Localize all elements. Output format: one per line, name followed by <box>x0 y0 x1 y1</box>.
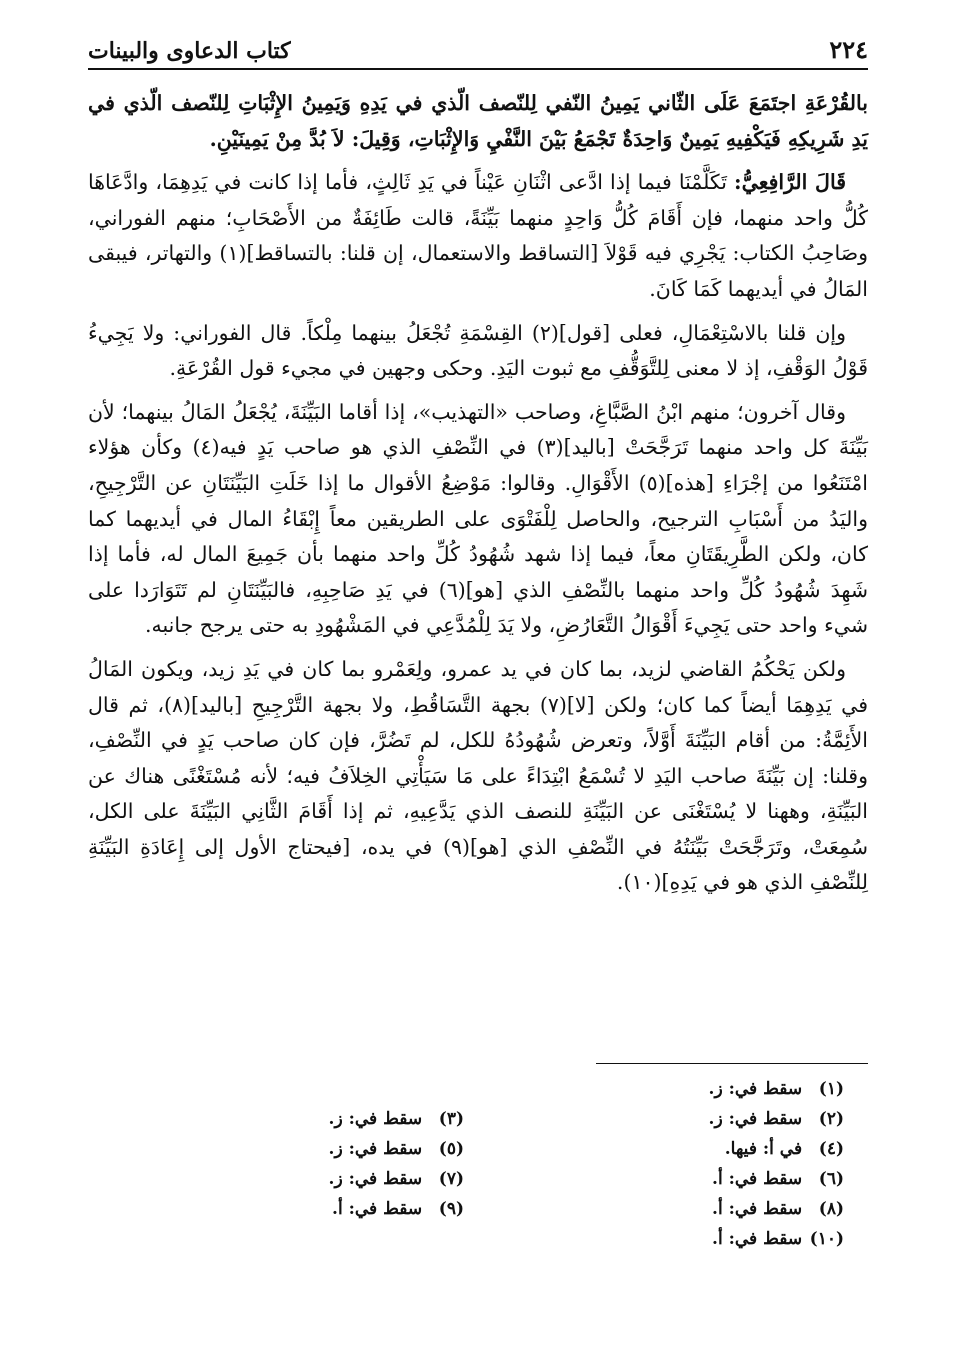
footnote-item <box>329 1104 464 1134</box>
footnote-item <box>709 1134 844 1164</box>
footnote-text: سقط في: أ. <box>712 1199 803 1219</box>
footnote-number: (١٠) <box>809 1229 844 1249</box>
speaker-name: قَالَ الرَّافِعِيُّ: <box>734 170 846 195</box>
main-text <box>88 86 868 909</box>
footnotes-left-column <box>329 1074 464 1224</box>
footnote-number: (٢) <box>818 1109 844 1129</box>
footnote-number: (١) <box>818 1079 844 1099</box>
paragraph-2-text: تَكَلَّمْنَا فيما إذا ادَّعى اثْنَانِ عَيْناً في يَدِ ثَالِثٍ، فأما إذا كانت في يَدِهِمَا، وادَّعَاهَا كُلُّ واحد منهما، فإن أَقَامَ كُلُّ وَاحِدٍ منهما بَيِّنَةً، قالت طَائِفَةٌ من الأَصْحَابِ؛ منهم الفوراني، وصَاحِبُ الكتاب: يَجْرِي فيه قَوْلاَ [التساقط والاستعمال، إن قلنا: بالتساقط](١) والتهاتر، فيبقى المَالُ في أيديهما كَمَا كَانَ. <box>88 170 869 301</box>
footnote-item <box>709 1164 844 1194</box>
footnote-item <box>709 1104 844 1134</box>
paragraph-5: ولكن يَحْكُمُ القاضي لزيد، بما كان في يد عمرو، ولِعَمْرو بما كان في يَدِ زيد، ويكون المَالُ في يَدِهِمَا أيضاً كما كان؛ ولكن [لا](٧) بجهة التَّسَاقُطِ، ولا بجهة التَّرْجِيحِ [باليد](٨)، ثم قال الأَئِمَّةُ: من أقام البَيِّنَةَ أَوَّلاً، وتعرض شُهُودُهُ للكل، لم تَضُرَّ، فإن كان صاحب يَدٍ في النِّصْفِ، وقلنا: إن بَيِّنَةَ صاحب اليَدِ لا تُسْمَعُ ابْتِدَاءً على مَا سَيَأْتِي الخِلاَفُ فيه؛ لأنه مُسْتَغْنًى هناك عن البَيِّنَةِ، وههنا لا يُسْتَغْنَى عن البَيِّنَةِ للنصف الذي يَدَّعِيهِ، ثم إذا أَقَامَ الثَّانِي البَيِّنَةَ على الكل، سُمِعَتْ، وتَرَجَّحَتْ بَيِّنَتُهُ في النِّصْفِ الذي [هو](٩) في يده، [فيحتاج الأول إلى إِعَادَةِ البَيِّنَةِ لِلنِّصْفِ الذي هو في يَدِهِ](١٠). <box>88 656 869 895</box>
footnote-item <box>329 1134 464 1164</box>
footnote-text: سقط في: ز. <box>708 1079 803 1099</box>
footnote-text: سقط في: أ. <box>332 1199 423 1219</box>
footnote-number: (٧) <box>438 1169 464 1189</box>
page-number: ٢٢٤ <box>829 35 868 64</box>
footnote-text: سقط في: أ. <box>712 1229 803 1249</box>
footnote-text: سقط في: ز. <box>708 1109 803 1129</box>
footnote-item <box>329 1164 464 1194</box>
footnote-number: (٩) <box>438 1199 464 1219</box>
footnote-number: (٣) <box>438 1109 464 1129</box>
footnote-item <box>329 1194 464 1224</box>
footnotes-right-column <box>709 1074 844 1254</box>
footnote-text: سقط في: ز. <box>328 1109 423 1129</box>
footnote-item <box>709 1194 844 1224</box>
footnote-text: في أ: فيها. <box>724 1139 803 1159</box>
footnote-text: سقط في: أ. <box>712 1169 803 1189</box>
page-header <box>88 28 868 64</box>
paragraph-2 <box>88 165 868 307</box>
footnote-text: سقط في: ز. <box>328 1139 423 1159</box>
footnote-number: (٥) <box>438 1139 464 1159</box>
paragraph-4: وقال آخرون؛ منهم ابْنُ الصَّبَّاغِ، وصاحب «التهذيب»، إذا أقاما البَيِّنَةَ، يُجْعَلُ المَالُ بينهما؛ لأن بَيِّنَةَ كل واحد منهما تَرَجَّحَتْ [باليد](٣) في النِّصْفِ الذي هو صاحب يَدٍ فيه(٤) وكأن هؤلاء امْتَنَعُوا من إجْرَاءِ [هذه](٥) الأَقْوَالِ. وقالوا: مَوْضِعُ الأقوال ما إذا خَلَتِ البَيِّنَتَانِ عن التَّرْجِيحِ، واليَدُ من أَسْبَابِ الترجيح، والحاصل لِلْفَتْوَى على الطريقين معاً إِبْقَاءُ المال في أيديهما كما كان، ولكن الطَّرِيقَتَانِ معاً، فيما إذا شهد شُهُودُ كُلِّ واحد منهما بأن جَمِيعَ المال له، فأما إذا شَهِدَ شُهُودُ كُلِّ واحد منهما بالنِّصْفِ الذي [هو](٦) في يَدِ صَاحِبِهِ، فالبَيِّنَتَانِ لم تَتَوَارَدا على شيء واحد حتى يَجِيءَ أَقْوَالُ التَّعَارُضِ، ولا يَدَ لِلْمُدَّعِي في المَشْهُودِ به حتى يرجح جانبه. <box>88 399 868 638</box>
footnote-number: (٨) <box>818 1199 844 1219</box>
footnote-number: (٦) <box>818 1169 844 1189</box>
footnote-number: (٤) <box>818 1139 844 1159</box>
header-divider <box>88 68 868 70</box>
footnote-item <box>709 1074 844 1104</box>
paragraph-1: بالقُرْعَةِ اجتَمَعَ عَلَى الثّاني يَمِينُ النّفي لِلنّصف الّذي في يَدِهِ وَيَمِينُ الإِثْبَاتِ لِلنّصف الّذي في يَدِ شَرِيكِهِ فَيَكْفِيهِ يَمِينٌ وَاحِدَةٌ تَجْمَعُ بَيْنَ النَّفْيِ وَالإِثْبَاتِ، وَقِيلَ: لاَ بُدَّ مِنْ يَمِينَيْنِ. <box>88 91 868 151</box>
footnote-item <box>709 1224 844 1254</box>
footnote-text: سقط في: ز. <box>328 1169 423 1189</box>
footnote-divider <box>596 1063 868 1064</box>
paragraph-3: وإن قلنا بالاسْتِعْمَالِ، فعلى [قول](٢) القِسْمَةِ تُجْعَلُ بينهما مِلْكاً. قال الفوراني: ولا يَجِيءُ قَوْلُ الوَقْفِ، إذ لا معنى لِلتَّوَقُّفِ مع ثبوت اليَدِ. وحكى وجهين في مجيء قول القُرْعَةِ. <box>88 320 868 381</box>
running-title: كتاب الدعاوى والبينات <box>88 38 291 64</box>
